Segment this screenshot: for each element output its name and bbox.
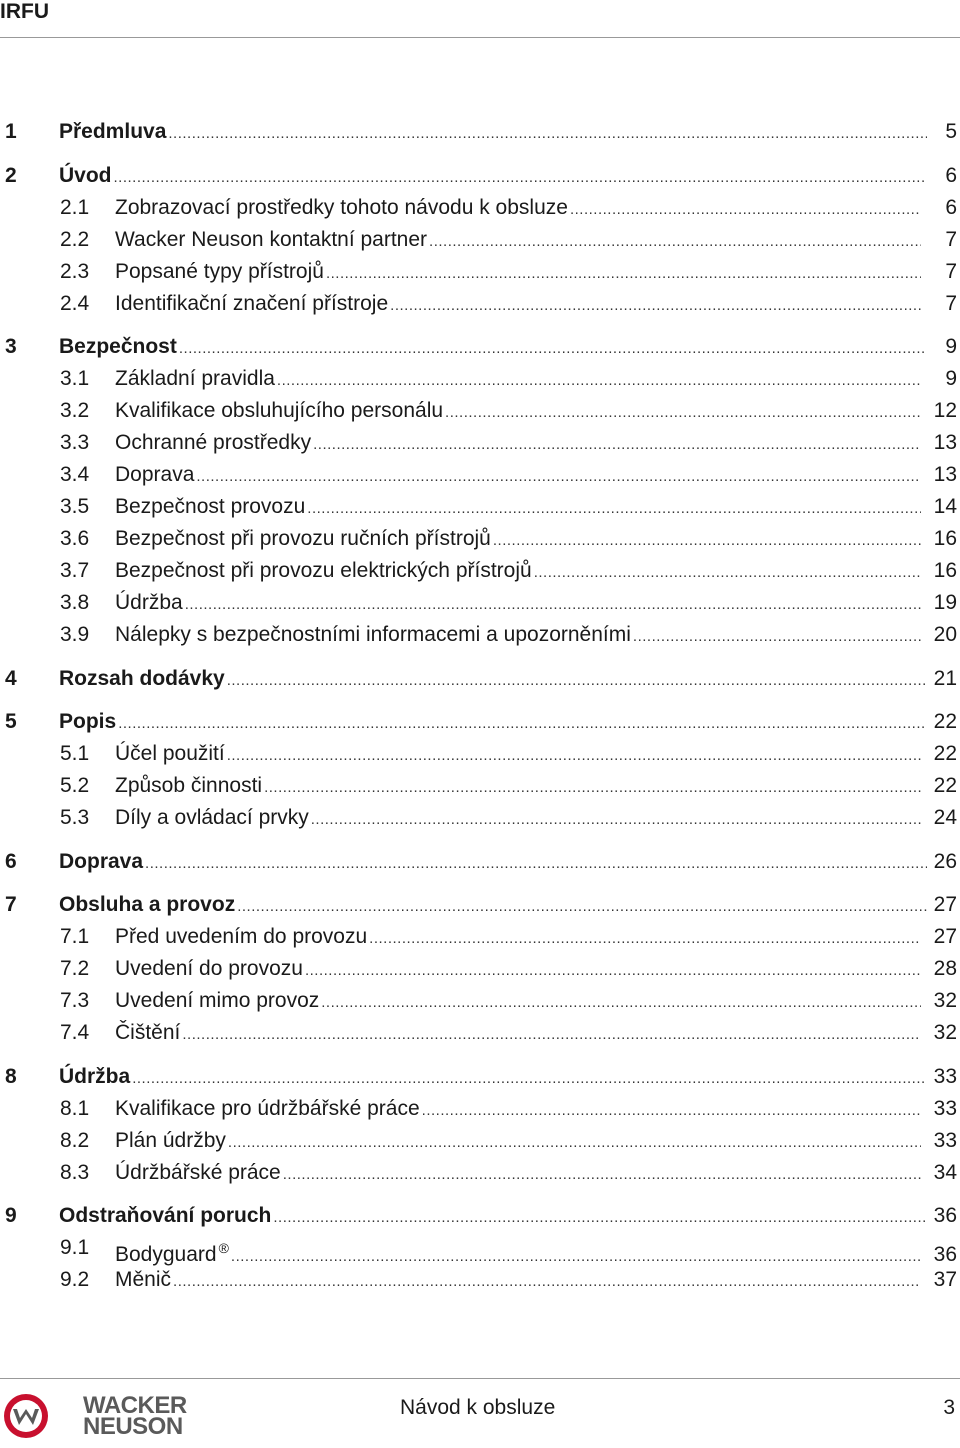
toc-subsection-row[interactable] (0, 459, 960, 491)
toc-subsection-row[interactable] (0, 224, 960, 256)
toc-entry-title-text: Díly a ovládací prvky (115, 806, 309, 829)
toc-dot-leader (179, 333, 927, 365)
toc-dot-leader (633, 621, 921, 653)
toc-subsection-row[interactable] (0, 256, 960, 288)
toc-dot-leader (118, 708, 927, 740)
toc-entry-title (115, 619, 631, 651)
toc-entry-title (115, 363, 275, 395)
toc-entry-page: 20 (933, 623, 957, 646)
toc-dot-leader (145, 848, 927, 880)
toc-entry-title-text: Plán údržby (115, 1128, 226, 1152)
toc-dot-leader (185, 589, 921, 621)
toc-section-row[interactable] (0, 846, 960, 878)
toc-entry-title-text: Před uvedením do provozu (115, 925, 368, 948)
toc-entry-number: 1 (5, 120, 17, 143)
toc-subsection-row[interactable] (0, 953, 960, 985)
toc-dot-leader (227, 665, 927, 697)
toc-entry-number: 6 (5, 849, 17, 873)
toc-dot-leader (114, 162, 928, 194)
toc-subsection-row[interactable] (0, 1264, 960, 1296)
toc-dot-leader (429, 226, 921, 258)
toc-entry-title (115, 1264, 171, 1296)
toc-entry-page: 33 (933, 1128, 957, 1152)
toc-dot-leader (228, 1127, 921, 1159)
toc-subsection-row[interactable] (0, 921, 960, 953)
toc-entry-title-text: Údržbářské práce (115, 1160, 281, 1184)
running-header-title: IRFU (0, 0, 49, 23)
toc-subsection-row[interactable] (0, 985, 960, 1017)
toc-entry-page: 22 (933, 774, 957, 797)
toc-entry-title-text: Kvalifikace pro údržbářské práce (115, 1096, 420, 1120)
toc-dot-leader (313, 429, 921, 461)
toc-entry-number: 8.1 (60, 1096, 90, 1120)
toc-entry-line (115, 1093, 960, 1127)
toc-entry-line (115, 1017, 960, 1051)
toc-entry-title-text: Úvod (59, 163, 112, 187)
toc-entry-line (59, 706, 960, 740)
toc-entry-title (115, 1125, 226, 1157)
toc-subsection-row[interactable] (0, 802, 960, 834)
toc-entry-title-text: Způsob činnosti (115, 774, 263, 797)
toc-dot-leader (445, 397, 921, 429)
toc-entry-line (59, 663, 960, 697)
toc-entry-number: 3.1 (60, 367, 90, 390)
toc-dot-leader (132, 1063, 927, 1095)
toc-entry-title (115, 921, 367, 953)
toc-dot-leader (493, 525, 921, 557)
toc-entry-page: 36 (933, 1204, 957, 1227)
toc-subsection-row[interactable] (0, 192, 960, 224)
toc-entry-number: 5.1 (60, 742, 90, 765)
toc-entry-title (59, 846, 143, 878)
toc-entry-page: 32 (933, 989, 957, 1012)
wacker-neuson-logo (2, 1392, 187, 1440)
header-divider (0, 37, 960, 38)
toc-entry-line (59, 1200, 960, 1234)
toc-entry-title-text: Předmluva (59, 120, 167, 143)
toc-entry-line (115, 587, 960, 621)
toc-subsection-row[interactable] (0, 491, 960, 523)
toc-entry-title-text: Doprava (59, 849, 144, 873)
toc-entry-page: 9 (945, 335, 957, 358)
toc-entry-title (115, 587, 183, 619)
toc-entry-line (59, 160, 960, 194)
toc-entry-page: 24 (933, 806, 957, 829)
logo-line-1: WACKER (83, 1392, 187, 1419)
toc-entry-number: 5 (5, 710, 17, 733)
toc-entry-title (115, 770, 262, 802)
toc-entry-title (115, 256, 324, 288)
toc-entry-page: 21 (933, 666, 957, 690)
toc-section-row[interactable] (0, 116, 960, 148)
toc-entry-title (59, 1200, 271, 1232)
toc-entry-line (59, 116, 960, 150)
toc-entry-title (115, 555, 532, 587)
toc-entry-title (115, 523, 491, 555)
toc-entry-line (115, 224, 960, 258)
toc-entry-number: 2.1 (60, 195, 90, 219)
toc-subsection-row[interactable] (0, 587, 960, 619)
toc-dot-leader (264, 772, 921, 804)
toc-entry-page: 27 (933, 893, 957, 916)
toc-subsection-row[interactable] (0, 770, 960, 802)
toc-entry-number: 3.2 (60, 399, 90, 422)
toc-dot-leader (311, 804, 921, 836)
toc-entry-title-text: Doprava (115, 463, 195, 486)
toc-entry-line (115, 1264, 960, 1298)
toc-entry-line (115, 770, 960, 804)
toc-entry-title (59, 889, 235, 921)
toc-entry-number: 5.2 (60, 774, 90, 797)
toc-entry-title (115, 985, 319, 1017)
toc-entry-title (59, 331, 177, 363)
toc-entry-number: 9.2 (60, 1268, 90, 1291)
toc-entry-page: 14 (933, 495, 957, 518)
toc-dot-leader (326, 258, 921, 290)
toc-entry-title-text: Údržba (59, 1064, 131, 1088)
toc-entry-line (115, 555, 960, 589)
toc-entry-page: 26 (933, 849, 957, 873)
toc-entry-title (59, 1061, 130, 1093)
toc-entry-page: 33 (933, 1096, 957, 1120)
toc-entry-number: 9 (5, 1204, 17, 1227)
toc-entry-page: 6 (945, 163, 957, 187)
toc-entry-number: 7 (5, 893, 17, 916)
toc-entry-title (59, 160, 112, 192)
registered-trademark-mark: ® (218, 1240, 229, 1256)
toc-entry-title (115, 224, 427, 256)
toc-section-row[interactable] (0, 1200, 960, 1232)
toc-dot-leader (182, 1019, 921, 1051)
toc-entry-line (115, 192, 960, 226)
toc-entry-number: 7.4 (60, 1021, 90, 1044)
toc-entry-line (115, 395, 960, 429)
toc-entry-line (115, 523, 960, 557)
toc-dot-leader (422, 1095, 921, 1127)
toc-entry-title-text: Odstraňování poruch (59, 1204, 272, 1227)
toc-entry-number: 8.2 (60, 1128, 90, 1152)
toc-entry-page: 7 (945, 259, 957, 283)
toc-entry-line (59, 1061, 960, 1095)
toc-entry-page: 7 (945, 291, 957, 315)
toc-entry-title-text: Popis (59, 710, 117, 733)
toc-entry-title (115, 395, 443, 427)
toc-entry-title-text: Uvedení mimo provoz (115, 989, 320, 1012)
toc-entry-line (115, 985, 960, 1019)
toc-entry-title-text: Účel použití (115, 742, 225, 765)
toc-entry-title-text: Zobrazovací prostředky tohoto návodu k obsluze (115, 195, 568, 219)
toc-entry-title (115, 192, 568, 224)
toc-entry-title (115, 1017, 180, 1049)
toc-entry-title (59, 116, 166, 148)
wacker-neuson-emblem-icon (2, 1392, 50, 1440)
toc-dot-leader (307, 493, 921, 525)
toc-dot-leader (227, 740, 921, 772)
toc-entry-title-text: Popsané typy přístrojů (115, 259, 324, 283)
toc-entry-number: 3.9 (60, 623, 90, 646)
toc-entry-number: 3 (5, 335, 17, 358)
toc-entry-title (115, 1093, 420, 1125)
toc-section-row[interactable] (0, 331, 960, 363)
toc-entry-page: 32 (933, 1021, 957, 1044)
toc-subsection-row[interactable] (0, 363, 960, 395)
toc-entry-title-text: Bezpečnost (59, 335, 177, 358)
logo-wordmark (83, 1392, 187, 1440)
toc-entry-page: 34 (933, 1160, 957, 1184)
toc-subsection-row[interactable] (0, 395, 960, 427)
toc-entry-title-text: Bodyguard (115, 1243, 217, 1266)
toc-subsection-row[interactable] (0, 738, 960, 770)
toc-subsection-row[interactable] (0, 523, 960, 555)
toc-dot-leader (196, 461, 921, 493)
toc-entry-page: 16 (933, 559, 957, 582)
toc-entry-number: 3.5 (60, 495, 90, 518)
toc-entry-number: 7.3 (60, 989, 90, 1012)
toc-entry-title (115, 738, 225, 770)
toc-dot-leader (321, 987, 921, 1019)
toc-entry-number: 5.3 (60, 806, 90, 829)
toc-entry-title (115, 953, 303, 985)
toc-section-row[interactable] (0, 663, 960, 695)
toc-section-row[interactable] (0, 1061, 960, 1093)
footer-page-number: 3 (943, 1396, 955, 1419)
footer-divider (0, 1378, 960, 1379)
logo-line-2: NEUSON (83, 1413, 183, 1440)
toc-entry-title-text: Ochranné prostředky (115, 431, 312, 454)
toc-entry-number: 7.2 (60, 957, 90, 980)
toc-entry-page: 37 (933, 1268, 957, 1291)
toc-entry-page: 27 (933, 925, 957, 948)
toc-dot-leader (305, 955, 921, 987)
toc-dot-leader (237, 891, 927, 923)
toc-entry-title (115, 491, 305, 523)
toc-dot-leader (273, 1202, 927, 1234)
toc-entry-line (115, 953, 960, 987)
toc-entry-title (115, 1157, 281, 1189)
toc-entry-title-text: Základní pravidla (115, 367, 275, 390)
toc-entry-number: 2 (5, 163, 17, 187)
toc-entry-title (59, 706, 116, 738)
toc-entry-page: 19 (933, 591, 957, 614)
toc-entry-line (115, 1125, 960, 1159)
toc-section-row[interactable] (0, 889, 960, 921)
toc-entry-line (115, 491, 960, 525)
toc-entry-title-text: Wacker Neuson kontaktní partner (115, 227, 428, 251)
toc-entry-line (59, 331, 960, 365)
toc-entry-page: 12 (933, 399, 957, 422)
toc-dot-leader (534, 557, 921, 589)
toc-section-row[interactable] (0, 706, 960, 738)
toc-dot-leader (173, 1266, 921, 1298)
toc-subsection-row[interactable] (0, 1093, 960, 1125)
toc-section-row[interactable] (0, 160, 960, 192)
toc-entry-line (59, 889, 960, 923)
toc-entry-number: 3.7 (60, 559, 90, 582)
toc-entry-title (115, 459, 194, 491)
toc-entry-number: 2.2 (60, 227, 90, 251)
toc-entry-title-text: Bezpečnost provozu (115, 495, 306, 518)
toc-entry-page: 16 (933, 527, 957, 550)
toc-entry-line (115, 427, 960, 461)
toc-entry-number: 8.3 (60, 1160, 90, 1184)
toc-entry-page: 9 (945, 367, 957, 390)
toc-subsection-row[interactable] (0, 555, 960, 587)
toc-entry-line (115, 256, 960, 290)
toc-entry-title-text: Čištění (115, 1021, 181, 1044)
toc-subsection-row[interactable] (0, 1232, 960, 1264)
toc-entry-page: 28 (933, 957, 957, 980)
toc-entry-title-text: Kvalifikace obsluhujícího personálu (115, 399, 444, 422)
toc-entry-line (115, 738, 960, 772)
toc-entry-number: 4 (5, 666, 17, 690)
toc-subsection-row[interactable] (0, 427, 960, 459)
toc-subsection-row[interactable] (0, 1157, 960, 1189)
toc-entry-line (59, 846, 960, 880)
toc-dot-leader (390, 290, 921, 322)
toc-entry-title-text: Uvedení do provozu (115, 957, 303, 980)
toc-entry-page: 33 (933, 1064, 957, 1088)
toc-entry-number: 3.3 (60, 431, 90, 454)
toc-entry-number: 9.1 (60, 1236, 90, 1259)
toc-entry-page: 36 (933, 1243, 957, 1266)
toc-entry-title (59, 663, 225, 695)
toc-entry-line (115, 288, 960, 322)
toc-dot-leader (277, 365, 921, 397)
toc-entry-title (115, 427, 311, 459)
toc-entry-number: 3.8 (60, 591, 90, 614)
toc-dot-leader (283, 1159, 921, 1191)
toc-dot-leader (369, 923, 921, 955)
toc-subsection-row[interactable] (0, 619, 960, 651)
toc-entry-page: 6 (945, 195, 957, 219)
toc-entry-title-text: Obsluha a provoz (59, 893, 236, 916)
toc-entry-line (115, 802, 960, 836)
toc-entry-line (115, 619, 960, 653)
toc-entry-number: 2.3 (60, 259, 90, 283)
toc-entry-page: 13 (933, 431, 957, 454)
toc-entry-title-text: Měnič (115, 1268, 172, 1291)
toc-entry-title (115, 288, 388, 320)
toc-entry-line (115, 1157, 960, 1191)
toc-entry-number: 8 (5, 1064, 17, 1088)
toc-subsection-row[interactable] (0, 288, 960, 320)
toc-entry-page: 7 (945, 227, 957, 251)
toc-entry-title-text: Nálepky s bezpečnostními informacemi a upozorněními (115, 623, 631, 646)
toc-entry-title (115, 802, 309, 834)
toc-entry-page: 5 (945, 120, 957, 143)
toc-subsection-row[interactable] (0, 1017, 960, 1049)
toc-dot-leader (570, 194, 921, 226)
toc-entry-number: 3.4 (60, 463, 90, 486)
toc-entry-title-text: Identifikační značení přístroje (115, 291, 389, 315)
toc-entry-line (115, 459, 960, 493)
toc-entry-line (115, 363, 960, 397)
toc-entry-line (115, 921, 960, 955)
toc-entry-page: 22 (933, 742, 957, 765)
toc-entry-number: 7.1 (60, 925, 90, 948)
footer-document-title: Návod k obsluze (400, 1396, 556, 1419)
toc-entry-title-text: Rozsah dodávky (59, 666, 225, 690)
toc-dot-leader (168, 118, 927, 150)
toc-entry-title-text: Bezpečnost při provozu elektrických přístrojů (115, 559, 532, 582)
toc-entry-title-text: Údržba (115, 591, 183, 614)
toc-entry-page: 13 (933, 463, 957, 486)
toc-entry-number: 3.6 (60, 527, 90, 550)
toc-entry-page: 22 (933, 710, 957, 733)
toc-entry-title-text: Bezpečnost při provozu ručních přístrojů (115, 527, 491, 550)
toc-subsection-row[interactable] (0, 1125, 960, 1157)
toc-entry-number: 2.4 (60, 291, 90, 315)
